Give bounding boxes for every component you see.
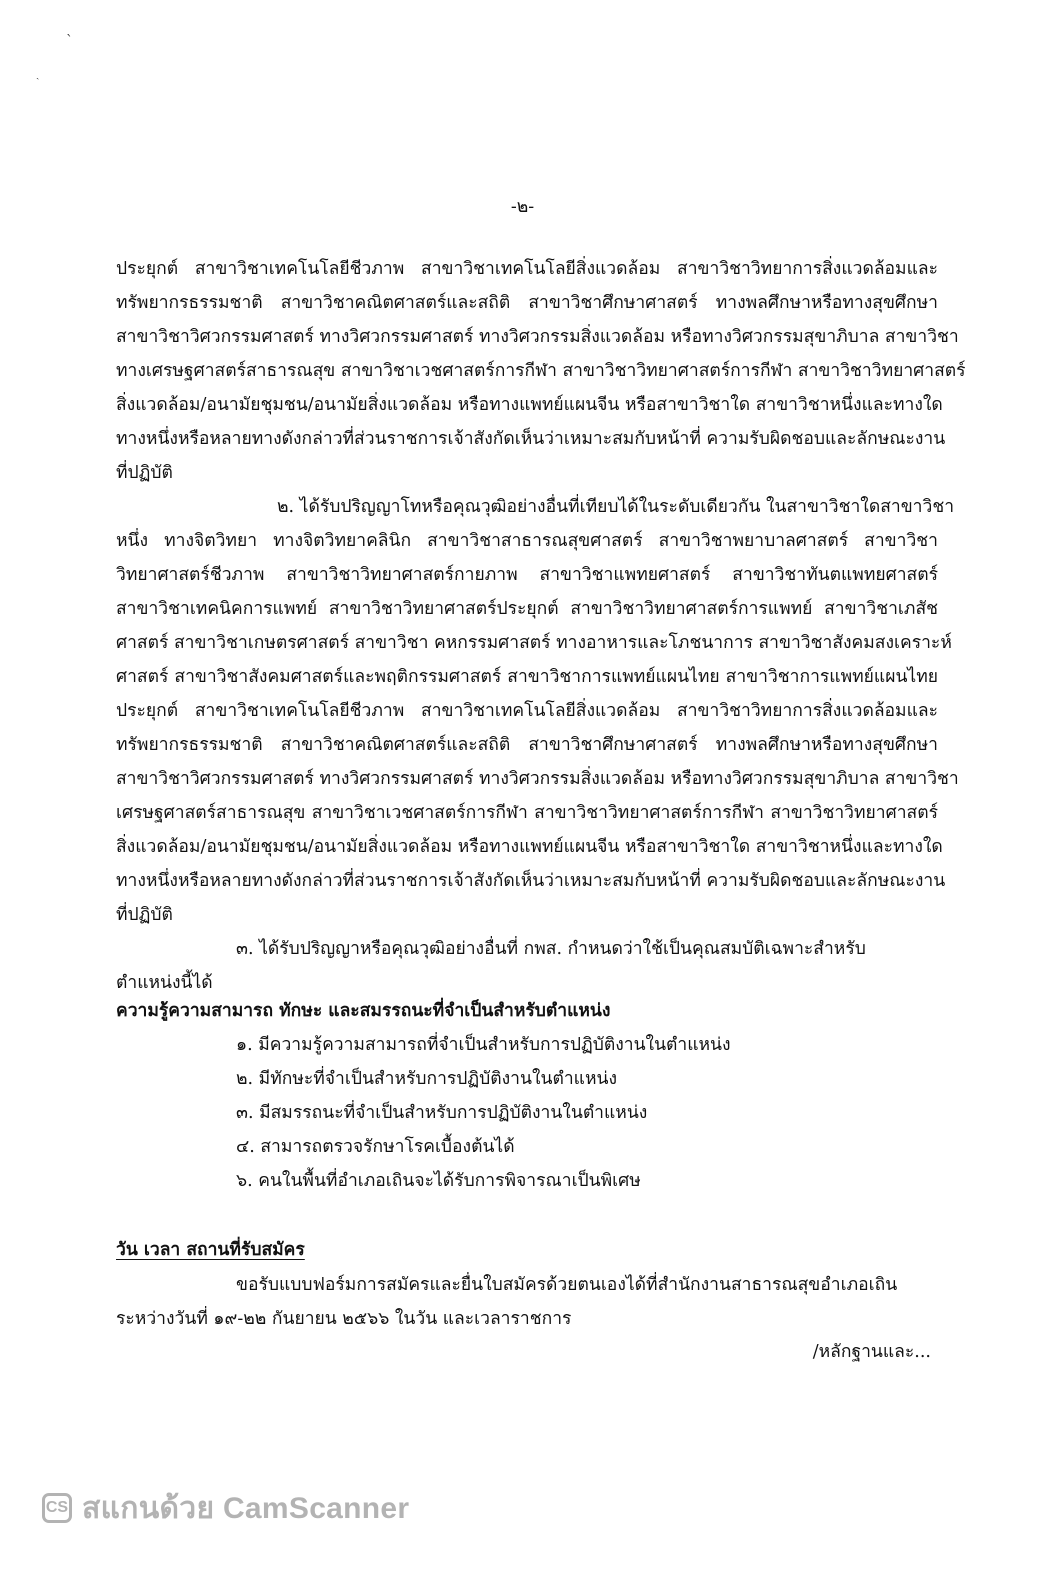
paragraph-line: ที่ปฏิบัติ bbox=[116, 905, 173, 925]
camscanner-watermark bbox=[42, 1490, 409, 1526]
paragraph-line: ทางหนึ่งหรือหลายทางดังกล่าวที่ส่วนราชการเจ้าสังกัดเห็นว่าเหมาะสมกับหน้าที่ ความรับผิดชอบและลักษณะงาน bbox=[116, 871, 946, 891]
continuation-note: /หลักฐานและ... bbox=[812, 1342, 931, 1362]
paragraph-line: สาขาวิชาวิศวกรรมศาสตร์ ทางวิศวกรรมศาสตร์ ทางวิศวกรรมสิ่งแวดล้อม หรือทางวิศวกรรมสุขาภิบาล สาขาวิชา bbox=[116, 769, 959, 789]
paragraph-line: ทางเศรษฐศาสตร์สาธารณสุข สาขาวิชาเวชศาสตร์การกีฬา สาขาวิชาวิทยาศาสตร์การกีฬา สาขาวิชาวิทยาศาสตร์ bbox=[116, 361, 966, 381]
application-heading: วัน เวลา สถานที่รับสมัคร bbox=[116, 1240, 305, 1260]
competency-item: ๔. สามารถตรวจรักษาโรคเบื้องต้นได้ bbox=[236, 1137, 515, 1157]
watermark-text: สแกนด้วย CamScanner bbox=[82, 1491, 410, 1525]
paragraph-line: สิ่งแวดล้อม/อนามัยชุมชน/อนามัยสิ่งแวดล้อม หรือทางแพทย์แผนจีน หรือสาขาวิชาใด สาขาวิชาหนึ่งและทางใด bbox=[116, 395, 943, 415]
competency-item: ๒. มีทักษะที่จำเป็นสำหรับการปฏิบัติงานในตำแหน่ง bbox=[236, 1069, 617, 1089]
page-number: -๒- bbox=[510, 197, 535, 217]
competency-item: ๑. มีความรู้ความสามารถที่จำเป็นสำหรับการปฏิบัติงานในตำแหน่ง bbox=[236, 1035, 731, 1055]
scan-speck: ˋ bbox=[66, 33, 73, 49]
paragraph-line: สาขาวิชาเทคนิคการแพทย์ สาขาวิชาวิทยาศาสตร์ประยุกต์ สาขาวิชาวิทยาศาสตร์การแพทย์ สาขาวิชาเภสัช bbox=[116, 599, 938, 619]
competency-item: ๓. มีสมรรถนะที่จำเป็นสำหรับการปฏิบัติงานในตำแหน่ง bbox=[236, 1103, 648, 1123]
paragraph-line: ประยุกต์ สาขาวิชาเทคโนโลยีชีวภาพ สาขาวิชาเทคโนโลยีสิ่งแวดล้อม สาขาวิชาวิทยาการสิ่งแวดล้อมและ bbox=[116, 701, 938, 721]
paragraph-line: วิทยาศาสตร์ชีวภาพ สาขาวิชาวิทยาศาสตร์กายภาพ สาขาวิชาแพทยศาสตร์ สาขาวิชาทันตแพทยศาสตร์ bbox=[116, 565, 938, 585]
paragraph-line: ตำแหน่งนี้ได้ bbox=[116, 973, 213, 993]
scan-speck: ˎ bbox=[36, 69, 40, 80]
paragraph-line: ทางหนึ่งหรือหลายทางดังกล่าวที่ส่วนราชการเจ้าสังกัดเห็นว่าเหมาะสมกับหน้าที่ ความรับผิดชอบและลักษณะงาน bbox=[116, 429, 946, 449]
competency-heading: ความรู้ความสามารถ ทักษะ และสมรรถนะที่จำเป็นสำหรับตำแหน่ง bbox=[116, 1001, 611, 1021]
paragraph-line: สิ่งแวดล้อม/อนามัยชุมชน/อนามัยสิ่งแวดล้อม หรือทางแพทย์แผนจีน หรือสาขาวิชาใด สาขาวิชาหนึ่งและทางใด bbox=[116, 837, 943, 857]
qualification-item-3: ๓. ได้รับปริญญาหรือคุณวุฒิอย่างอื่นที่ กพส. กำหนดว่าใช้เป็นคุณสมบัติเฉพาะสำหรับ bbox=[236, 939, 866, 959]
paragraph-line: ทรัพยากรธรรมชาติ สาขาวิชาคณิตศาสตร์และสถิติ สาขาวิชาศึกษาศาสตร์ ทางพลศึกษาหรือทางสุขศึกษา bbox=[116, 293, 938, 313]
paragraph-line: ศาสตร์ สาขาวิชาสังคมศาสตร์และพฤติกรรมศาสตร์ สาขาวิชาการแพทย์แผนไทย สาขาวิชาการแพทย์แผนไทย bbox=[116, 667, 938, 687]
paragraph-line: ที่ปฏิบัติ bbox=[116, 463, 173, 483]
paragraph-line: ประยุกต์ สาขาวิชาเทคโนโลยีชีวภาพ สาขาวิชาเทคโนโลยีสิ่งแวดล้อม สาขาวิชาวิทยาการสิ่งแวดล้อมและ bbox=[116, 259, 938, 279]
camscanner-logo-icon: CS bbox=[42, 1493, 72, 1523]
competency-item: ๖. คนในพื้นที่อำเภอเถินจะได้รับการพิจารณาเป็นพิเศษ bbox=[236, 1171, 641, 1191]
paragraph-line: สาขาวิชาวิศวกรรมศาสตร์ ทางวิศวกรรมศาสตร์ ทางวิศวกรรมสิ่งแวดล้อม หรือทางวิศวกรรมสุขาภิบาล สาขาวิชา bbox=[116, 327, 959, 347]
application-text: ระหว่างวันที่ ๑๙-๒๒ กันยายน ๒๕๖๖ ในวัน และเวลาราชการ bbox=[116, 1309, 572, 1329]
paragraph-line: ศาสตร์ สาขาวิชาเกษตรศาสตร์ สาขาวิชา คหกรรมศาสตร์ ทางอาหารและโภชนาการ สาขาวิชาสังคมสงเคราะห์ bbox=[116, 633, 952, 653]
paragraph-line: หนึ่ง ทางจิตวิทยา ทางจิตวิทยาคลินิก สาขาวิชาสาธารณสุขศาสตร์ สาขาวิชาพยาบาลศาสตร์ สาขาวิชา bbox=[116, 531, 938, 551]
qualification-item-2: ๒. ได้รับปริญญาโทหรือคุณวุฒิอย่างอื่นที่เทียบได้ในระดับเดียวกัน ในสาขาวิชาใดสาขาวิชา bbox=[277, 497, 955, 517]
paragraph-line: ทรัพยากรธรรมชาติ สาขาวิชาคณิตศาสตร์และสถิติ สาขาวิชาศึกษาศาสตร์ ทางพลศึกษาหรือทางสุขศึกษา bbox=[116, 735, 938, 755]
paragraph-line: เศรษฐศาสตร์สาธารณสุข สาขาวิชาเวชศาสตร์การกีฬา สาขาวิชาวิทยาศาสตร์การกีฬา สาขาวิชาวิทยาศาสตร์ bbox=[116, 803, 938, 823]
application-text: ขอรับแบบฟอร์มการสมัครและยื่นใบสมัครด้วยตนเองได้ที่สำนักงานสาธารณสุขอำเภอเถิน bbox=[236, 1275, 898, 1295]
